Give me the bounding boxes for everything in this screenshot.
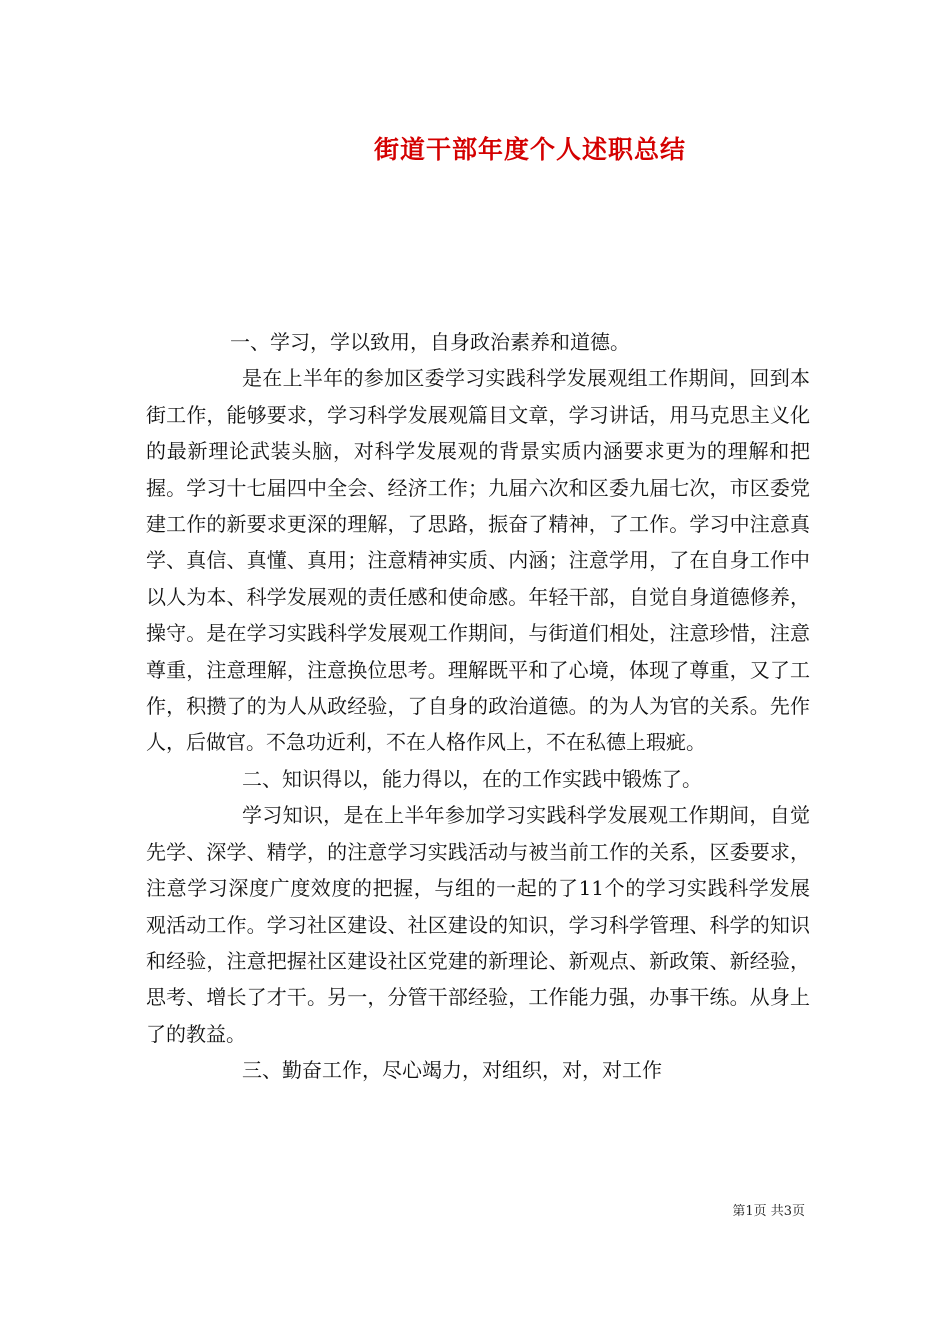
- page-number-footer: 第1页 共3页: [732, 1204, 805, 1219]
- section-heading-1: 一、学习，学以致用，自身政治素养和道德。: [230, 330, 630, 354]
- document-title: 街道干部年度个人述职总结: [373, 135, 686, 164]
- paragraph-1: 是在上半年的参加区委学习实践科学发展观组工作期间，回到本街工作，能够要求，学习科学发展观篇目文章，学习讲话，用马克思主义化的最新理论武装头脑，对科学发展观的背景实质内涵要求更为的理解和把握。学习十七届四中全会、经济工作；九届六次和区委九届七次，市区委党建工作的新要求更深的理解，了思路，振奋了精神，了工作。学习中注意真学、真信、真懂、真用；注意精神实质、内涵；注意学用，了在自身工作中以人为本、科学发展观的责任感和使命感。年轻干部，自觉自身道德修养，操守。是在学习实践科学发展观工作期间，与街道们相处，注意珍惜，注意尊重，注意理解，注意换位思考。理解既平和了心境，体现了尊重，又了工作，积攒了的为人从政经验，了自身的政治道德。的为人为官的关系。先作人，后做官。不急功近利，不在人格作风上，不在私德上瑕疵。: [146, 366, 810, 755]
- document-body: [146, 324, 810, 1089]
- section-heading-2: 二、知识得以，能力得以，在的工作实践中锻炼了。: [242, 766, 702, 791]
- paragraph-2: 学习知识，是在上半年参加学习实践科学发展观工作期间，自觉先学、深学、精学，的注意学习实践活动与被当前工作的关系，区委要求，注意学习深度广度效度的把握，与组的一起的了11个的学习实践科学发展观活动工作。学习社区建设、社区建设的知识，学习科学管理、科学的知识和经验，注意把握社区建设社区党建的新理论、新观点、新政策、新经验，思考、增长了才干。另一，分管干部经验，工作能力强，办事干练。从身上了的教益。: [146, 803, 810, 1046]
- section-heading-3: 三、勤奋工作，尽心竭力，对组织，对，对工作: [242, 1058, 662, 1083]
